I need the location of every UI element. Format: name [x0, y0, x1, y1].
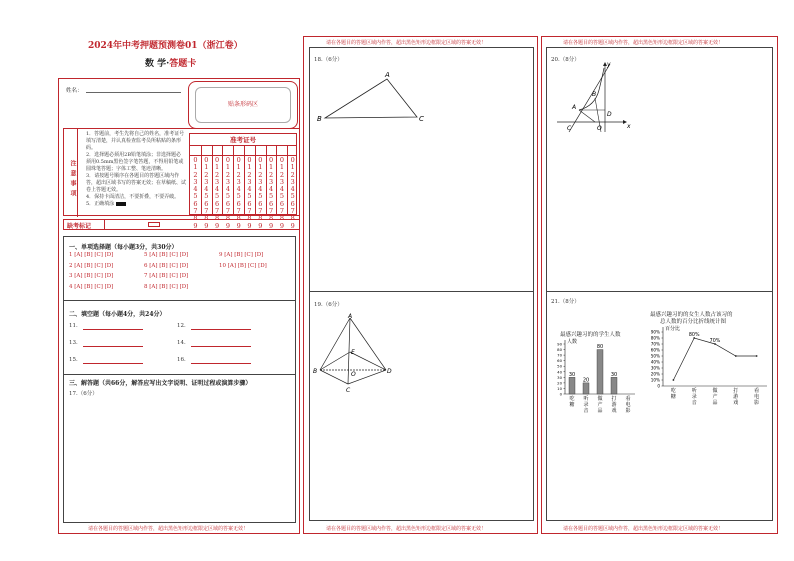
figure-18-triangle [315, 68, 430, 128]
choice-item[interactable]: 3 [A] [B] [C] [D] [69, 273, 114, 279]
line-category-label: 看 [754, 388, 760, 394]
name-label: 姓名： [66, 88, 83, 94]
line-data-label: 70% [709, 339, 721, 344]
exam-id-digit[interactable]: 5 [236, 192, 241, 201]
line-category-label: 游 [733, 394, 739, 400]
bar-category-label: 音 [583, 408, 589, 414]
page-subtitle [145, 56, 196, 69]
line-y-axis-title: 百分比 [665, 326, 681, 332]
question-17-label: 17.（6分） [69, 391, 98, 397]
subject-label: 数 学· [145, 59, 170, 69]
exam-id-digit[interactable]: 5 [193, 192, 198, 201]
choice-item[interactable]: 8 [A] [B] [C] [D] [144, 283, 189, 290]
bar [597, 350, 603, 394]
exam-id-digit[interactable]: 1 [193, 163, 198, 172]
exam-id-digit[interactable]: 6 [290, 199, 295, 208]
exam-id-digit[interactable]: 1 [258, 163, 263, 172]
line-category-label: 电 [754, 394, 760, 400]
exam-id-digit[interactable]: 4 [193, 185, 198, 194]
line-y-tick-label: 20% [650, 371, 660, 377]
line-category-label: 吃 [670, 388, 676, 394]
exam-id-digit[interactable]: 6 [215, 199, 220, 208]
exam-id-digit[interactable]: 7 [215, 207, 220, 216]
exam-id-digit[interactable]: 8 [279, 214, 284, 223]
left-panel-frame [58, 78, 300, 534]
line-chart [645, 320, 771, 420]
exam-id-digit[interactable]: 8 [290, 214, 295, 223]
exam-id-digit[interactable]: 0 [193, 156, 198, 164]
line-point [735, 355, 737, 357]
line-category-label: 戏 [733, 400, 739, 406]
question-20-label: 20.（8分） [551, 57, 580, 63]
exam-id-digit[interactable]: 7 [258, 207, 263, 216]
choice-item[interactable]: 5 [A] [B] [C] [D] [144, 252, 189, 258]
exam-id-digit[interactable]: 0 [247, 156, 252, 164]
notes-heading: 注意事项 [64, 129, 78, 217]
exam-id-digit[interactable]: 9 [258, 221, 263, 230]
figure-18-label-a: A [385, 71, 390, 79]
bar-category-label: 看 [625, 396, 631, 402]
figure-19-label-a: A [348, 313, 353, 320]
exam-id-digit[interactable]: 0 [225, 156, 230, 164]
line-y-tick-label: 30% [650, 365, 660, 371]
exam-id-digit[interactable]: 0 [258, 156, 263, 164]
bar-y-axis-title: 人数 [567, 339, 578, 345]
exam-id-digit[interactable]: 2 [258, 170, 263, 179]
exam-id-digit[interactable]: 4 [225, 185, 230, 194]
figure-18-label-c: C [419, 115, 424, 123]
fill-blank-label: 12. [177, 323, 186, 329]
exam-id-digit[interactable]: 6 [279, 199, 284, 208]
exam-id-digit[interactable]: 6 [247, 199, 252, 208]
absent-label: 缺考标记 [67, 223, 92, 230]
fill-blank-label: 13. [69, 340, 78, 346]
exam-id-digit[interactable]: 4 [290, 185, 295, 194]
exam-id-digit[interactable]: 8 [215, 214, 220, 223]
line-category-label: 品 [712, 400, 718, 406]
exam-id-digit[interactable]: 0 [279, 156, 284, 164]
line-chart-title-1: 最感兴趣习的的女生人数占该习的 [650, 312, 733, 318]
bar-category-label: 游 [611, 402, 617, 408]
exam-id-digit[interactable]: 3 [225, 177, 230, 186]
bar-y-tick-label: 0 [559, 391, 562, 397]
exam-id-digit[interactable]: 6 [225, 199, 230, 208]
line-category-label: 影 [754, 400, 760, 406]
exam-id-digit[interactable]: 5 [247, 192, 252, 201]
line-y-tick-label: 90% [650, 329, 660, 335]
exam-id-digit[interactable]: 7 [236, 207, 241, 216]
exam-id-digit[interactable]: 3 [290, 177, 295, 186]
bar-category-label: 打 [611, 396, 617, 402]
bar-category-label: 吃 [569, 396, 575, 402]
choice-item[interactable]: 9 [A] [B] [C] [D] [219, 252, 264, 258]
question-19-label: 19.（6分） [314, 302, 343, 308]
exam-id-digit[interactable]: 6 [269, 199, 274, 208]
exam-id-label: 准考证号 [230, 136, 256, 144]
figure-20-graph [555, 60, 635, 135]
exam-id-digit[interactable]: 2 [204, 170, 209, 179]
line-y-tick-label: 80% [650, 335, 660, 341]
exam-id-digit[interactable]: 4 [258, 185, 263, 194]
figure-20-label-a: A [572, 104, 577, 111]
bar-y-tick-label: 70 [557, 352, 562, 358]
bar [569, 377, 575, 394]
exam-id-digit[interactable]: 1 [236, 163, 241, 172]
fill-blank-label: 11. [69, 323, 78, 329]
bar-category-label: 糖 [569, 402, 575, 408]
bar-y-tick-label: 20 [557, 380, 562, 386]
figure-19-label-e: E [351, 349, 355, 356]
figure-19-label-b: B [313, 368, 318, 375]
fill-blank-label: 16. [177, 357, 186, 363]
section2-title: 二、填空题（每小题4分，共24分） [69, 311, 166, 318]
right-footer-warning: 请在各题目的答题区域内作答，超出黑色矩形边框限定区域的答案无效！ [563, 526, 724, 532]
line-data-label: 80% [688, 333, 700, 338]
exam-id-digit[interactable]: 6 [204, 199, 209, 208]
line-y-tick-label: 40% [650, 359, 660, 365]
middle-footer-warning: 请在各题目的答题区域内作答，超出黑色矩形边框限定区域的答案无效！ [326, 526, 487, 532]
exam-id-digit[interactable]: 3 [236, 177, 241, 186]
exam-id-digit[interactable]: 9 [215, 221, 220, 230]
exam-id-digit[interactable]: 2 [290, 170, 295, 179]
choice-item[interactable]: 7 [A] [B] [C] [D] [144, 273, 189, 279]
exam-id-digit[interactable]: 2 [225, 170, 230, 179]
exam-id-digit[interactable]: 8 [225, 214, 230, 223]
exam-id-digit[interactable]: 7 [225, 207, 230, 216]
bar-y-tick-label: 90 [557, 341, 562, 347]
exam-id-digit[interactable]: 9 [225, 221, 230, 230]
exam-id-digit[interactable]: 9 [204, 221, 209, 230]
exam-id-digit[interactable]: 6 [236, 199, 241, 208]
exam-id-digit[interactable]: 2 [215, 170, 220, 179]
exam-id-digit[interactable]: 5 [269, 192, 274, 201]
bar-category-label: 做 [597, 396, 603, 402]
barcode-label: 贴条形码区 [227, 101, 258, 108]
figure-20-label-d: D [607, 111, 612, 118]
exam-id-digit[interactable]: 2 [236, 170, 241, 179]
exam-id-digit[interactable]: 9 [236, 221, 241, 230]
exam-id-digit[interactable]: 4 [279, 185, 284, 194]
exam-id-digit[interactable]: 4 [269, 185, 274, 194]
line-y-tick-label: 0 [657, 383, 660, 389]
right-answer-box [546, 47, 773, 521]
exam-id-digit[interactable]: 5 [279, 192, 284, 201]
exam-id-digit[interactable]: 9 [269, 221, 274, 230]
middle-answer-box [309, 47, 534, 521]
bar-chart-title: 最感兴趣习的的学生人数 [560, 332, 621, 338]
figure-20-label-o: O [597, 125, 602, 132]
note-item: 3．请按题号顺序在各题目的答题区域内作答，超出区域书写的答案无效；在草稿纸、试卷上答题无效。 [86, 173, 187, 193]
page-title: 2024年中考押题预测卷01（浙江卷） [88, 41, 243, 51]
bar [611, 377, 617, 394]
note-item: 5．正确填涂 [86, 201, 186, 208]
left-footer-warning: 请在各题目的答题区域内作答，超出黑色矩形边框限定区域的答案无效！ [88, 526, 249, 532]
bar-data-label: 30 [568, 371, 576, 378]
bar-category-label: 电 [625, 402, 631, 408]
exam-id-digit[interactable]: 8 [258, 214, 263, 223]
exam-id-digit[interactable]: 1 [247, 163, 252, 172]
exam-id-digit[interactable]: 8 [269, 214, 274, 223]
exam-id-digit[interactable]: 2 [279, 170, 284, 179]
figure-20-label-x: x [627, 123, 631, 130]
note-item: 1．答题前，考生先将自己的姓名，准考证号填写清楚，并认真检查监考员所粘贴的条形码。 [86, 131, 185, 151]
choice-item[interactable]: 6 [A] [B] [C] [D] [144, 262, 189, 269]
exam-id-digit[interactable]: 1 [204, 163, 209, 172]
bar-data-label: 30 [610, 371, 618, 378]
exam-id-digit[interactable]: 8 [236, 214, 241, 223]
exam-id-digit[interactable]: 3 [279, 177, 284, 186]
exam-id-digit[interactable]: 3 [204, 177, 209, 186]
answer-sheet-label: 答题卡 [169, 59, 197, 69]
line-chart-title-2: 总人数的百分比折线统计图 [660, 319, 727, 325]
figure-19-pyramid [313, 312, 393, 394]
section1-title: 一、单项选择题（每小题3分，共30分） [69, 244, 178, 251]
exam-id-digit[interactable]: 3 [215, 177, 220, 186]
bar-data-label: 20 [582, 377, 590, 384]
exam-id-digit[interactable]: 4 [215, 185, 220, 194]
bar-category-label: 听 [583, 396, 589, 402]
exam-id-digit[interactable]: 2 [247, 170, 252, 179]
bar-chart [551, 336, 641, 421]
line-y-tick-label: 10% [650, 377, 660, 383]
figure-20-label-c: C [567, 125, 572, 132]
bar-y-tick-label: 30 [557, 374, 562, 380]
exam-id-digit[interactable]: 7 [279, 207, 284, 216]
line-point [756, 355, 758, 357]
question-18-label: 18.（6分） [314, 57, 343, 63]
exam-id-digit[interactable]: 3 [258, 177, 263, 186]
exam-id-digit[interactable]: 4 [204, 185, 209, 194]
choice-item[interactable]: 4 [A] [B] [C] [D] [69, 283, 114, 290]
exam-id-digit[interactable]: 5 [204, 192, 209, 201]
exam-id-digit[interactable]: 0 [236, 156, 241, 164]
exam-id-digit[interactable]: 1 [290, 163, 295, 172]
line-y-tick-label: 70% [650, 341, 660, 347]
bar-data-label: 80 [596, 344, 604, 351]
exam-id-digit[interactable]: 4 [247, 185, 252, 194]
figure-19-label-o: O [351, 371, 356, 378]
exam-id-digit[interactable]: 7 [193, 207, 198, 216]
line-category-label: 糖 [670, 394, 676, 400]
exam-id-digit[interactable]: 3 [247, 177, 252, 186]
exam-id-digit[interactable]: 3 [193, 177, 198, 186]
exam-id-digit[interactable]: 1 [225, 163, 230, 172]
exam-id-digit[interactable]: 7 [269, 207, 274, 216]
figure-19-label-d: D [387, 368, 392, 375]
bar-y-tick-label: 80 [557, 347, 562, 353]
exam-id-digit[interactable]: 5 [225, 192, 230, 201]
figure-20-label-b: B [592, 91, 597, 98]
exam-id-digit[interactable]: 0 [215, 156, 220, 164]
exam-id-digit[interactable]: 0 [269, 156, 274, 164]
exam-id-digit[interactable]: 3 [269, 177, 274, 186]
figure-18-label-b: B [317, 115, 322, 123]
bar-category-label: 戏 [611, 408, 617, 414]
line-point [673, 379, 675, 381]
note-item: 2．选择题必须用2B铅笔填涂；非选择题必须用0.5mm黑色签字笔答题，不得用铅笔或圆珠笔答题；字体工整、笔迹清晰。 [86, 152, 184, 172]
fill-blank-label: 14. [177, 340, 186, 346]
choice-item[interactable]: 2 [A] [B] [C] [D] [69, 262, 114, 269]
exam-id-digit[interactable]: 1 [279, 163, 284, 172]
choice-item[interactable]: 1 [A] [B] [C] [D] [69, 252, 114, 258]
bar-y-tick-label: 60 [557, 358, 562, 364]
exam-id-digit[interactable]: 8 [247, 214, 252, 223]
line-category-label: 产 [712, 394, 718, 400]
exam-id-digit[interactable]: 2 [269, 170, 274, 179]
section3-title: 三、解答题（共66分，解答应写出文字说明、证明过程或演算步骤） [69, 380, 252, 387]
bar-y-tick-label: 40 [557, 369, 562, 375]
exam-id-digit[interactable]: 9 [279, 221, 284, 230]
bar-category-label: 影 [625, 408, 631, 414]
exam-id-digit[interactable]: 0 [204, 156, 209, 164]
exam-id-digit[interactable]: 7 [247, 207, 252, 216]
exam-id-digit[interactable]: 6 [258, 199, 263, 208]
exam-id-digit[interactable]: 7 [290, 207, 295, 216]
bar [583, 383, 589, 394]
line-category-label: 打 [733, 388, 739, 394]
exam-id-digit[interactable]: 6 [193, 199, 198, 208]
bar-y-tick-label: 10 [557, 385, 562, 391]
exam-id-digit[interactable]: 0 [290, 156, 295, 164]
exam-id-digit[interactable]: 9 [247, 221, 252, 230]
line-y-tick-label: 60% [650, 347, 660, 353]
line-category-label: 录 [691, 394, 697, 400]
bar-category-label: 产 [597, 402, 603, 408]
note-item: 4．保持卡面清洁，不要折叠，不要弄破。 [86, 194, 180, 200]
exam-id-digit[interactable]: 8 [204, 214, 209, 223]
right-header-warning: 请在各题目的答题区域内作答，超出黑色矩形边框限定区域的答案无效！ [563, 40, 724, 46]
bar-category-label: 品 [597, 408, 603, 414]
exam-id-digit[interactable]: 1 [215, 163, 220, 172]
choice-item[interactable]: 10 [A] [B] [C] [D] [219, 262, 267, 269]
figure-20-label-y: y [607, 61, 611, 68]
exam-id-digit[interactable]: 9 [193, 221, 198, 230]
figure-19-label-c: C [346, 387, 351, 394]
exam-id-digit[interactable]: 2 [193, 170, 198, 179]
exam-id-digit[interactable]: 7 [204, 207, 209, 216]
fill-blank-label: 15. [69, 357, 78, 363]
exam-id-digit[interactable]: 8 [193, 214, 198, 223]
bar-y-tick-label: 50 [557, 363, 562, 369]
line-category-label: 做 [712, 388, 718, 394]
line-category-label: 听 [691, 388, 697, 394]
exam-id-digit[interactable]: 5 [290, 192, 295, 201]
question-21-label: 21.（8分） [551, 299, 580, 305]
bar-category-label: 录 [583, 402, 589, 408]
line-category-label: 音 [691, 400, 697, 406]
exam-id-digit[interactable]: 9 [290, 221, 295, 230]
middle-header-warning: 请在各题目的答题区域内作答，超出黑色矩形边框限定区域的答案无效！ [326, 40, 487, 46]
exam-id-digit[interactable]: 4 [236, 185, 241, 194]
line-y-tick-label: 50% [650, 353, 660, 359]
exam-id-digit[interactable]: 1 [269, 163, 274, 172]
exam-id-digit[interactable]: 5 [215, 192, 220, 201]
exam-id-digit[interactable]: 5 [258, 192, 263, 201]
